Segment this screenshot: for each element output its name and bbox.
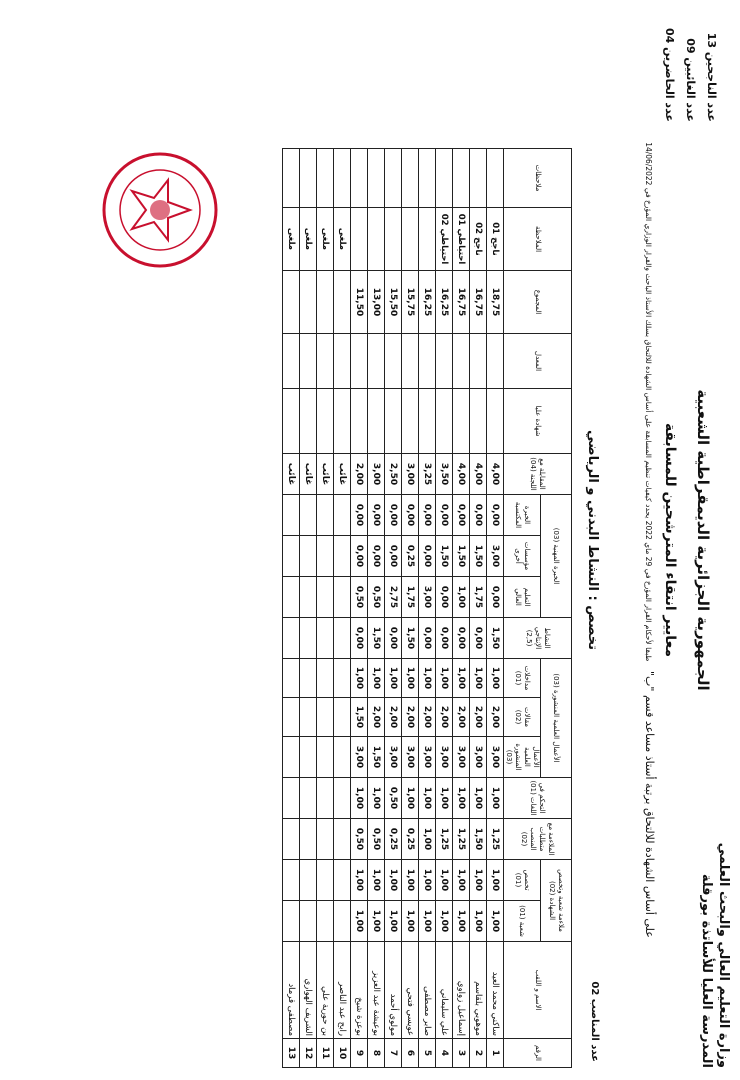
cell-n: 10	[334, 1039, 351, 1068]
cell-c5c: 0,00	[385, 495, 402, 536]
cell-c4b: 2,00	[436, 698, 453, 737]
cell-total: 15,50	[385, 271, 402, 334]
col-c4d: النشاط الإنتاجي (2,5)	[504, 618, 572, 659]
table-row	[300, 149, 317, 1068]
cell-c1b: 1,00	[351, 901, 368, 942]
empty-cell	[283, 334, 300, 389]
empty-cell	[368, 149, 385, 208]
cell-c5c: 0,00	[487, 495, 504, 536]
cell-c1b: 1,00	[453, 901, 470, 942]
cell-c4a: 3,00	[436, 737, 453, 778]
cell-total	[334, 271, 351, 334]
cell-c2: 0,50	[368, 819, 385, 860]
table-row	[436, 149, 453, 1068]
cell-c5a: 1,00	[453, 577, 470, 618]
cell-c4c: 1,00	[470, 659, 487, 698]
empty-cell	[385, 389, 402, 454]
cell-total: 16,25	[419, 271, 436, 334]
col-c2: الملاءمة مع متطلبات المنصب (02)	[504, 819, 572, 860]
cell-c5c	[334, 495, 351, 536]
cell-n: 6	[402, 1039, 419, 1068]
cell-c5a: 0,00	[487, 577, 504, 618]
cell-n: 1	[487, 1039, 504, 1068]
ministry-name: وزارة التعليم العالي والبحث العلمي	[716, 842, 731, 1068]
cell-c3: 1,00	[402, 778, 419, 819]
cell-rank: ناجح 02	[470, 208, 487, 271]
cell-rank: ناجح 01	[487, 208, 504, 271]
cell-n: 5	[419, 1039, 436, 1068]
cell-c3	[317, 778, 334, 819]
cell-rank: ملغى	[334, 208, 351, 271]
applicants-count: عدد الناجحين 13	[705, 32, 718, 122]
empty-cell	[436, 334, 453, 389]
cell-c4d	[334, 618, 351, 659]
cell-rank	[419, 208, 436, 271]
table-row	[470, 149, 487, 1068]
col-c6: المقابلة مع اللجنة (04)	[504, 454, 572, 495]
cell-c5b	[334, 536, 351, 577]
cell-c4a	[300, 737, 317, 778]
cell-c5c: 0,00	[453, 495, 470, 536]
cell-c6: 3,00	[402, 454, 419, 495]
cell-c4b: 1,50	[351, 698, 368, 737]
cell-c5b: 1,50	[470, 536, 487, 577]
cell-c2: 0,25	[385, 819, 402, 860]
table-row	[385, 149, 402, 1068]
cell-c4c	[300, 659, 317, 698]
cell-c4a: 3,00	[385, 737, 402, 778]
cell-c6: غائب	[283, 454, 300, 495]
cell-rank	[351, 208, 368, 271]
cell-c2: 1,50	[470, 819, 487, 860]
cell-rank	[368, 208, 385, 271]
cell-c1b: 1,00	[487, 901, 504, 942]
col-c1c: تخصص (01)	[504, 860, 541, 901]
cell-name: مولوي أحمد	[385, 942, 402, 1039]
cell-c1b	[334, 901, 351, 942]
cell-c1c: 1,00	[351, 860, 368, 901]
cell-n: 3	[453, 1039, 470, 1068]
cell-rank: ملغى	[300, 208, 317, 271]
cell-c5a	[300, 577, 317, 618]
cell-c6: 4,00	[453, 454, 470, 495]
cell-c4a	[317, 737, 334, 778]
empty-cell	[402, 334, 419, 389]
cell-c4c	[334, 659, 351, 698]
cell-c1c	[317, 860, 334, 901]
cell-c1c	[300, 860, 317, 901]
school-name: المدرسة العليا للأساتذة بورقلة	[699, 873, 714, 1068]
cell-n: 7	[385, 1039, 402, 1068]
empty-cell	[351, 389, 368, 454]
table-row	[419, 149, 436, 1068]
cell-c4b: 2,00	[402, 698, 419, 737]
cell-c6: 2,00	[351, 454, 368, 495]
col-notes: ملاحظات	[504, 149, 572, 208]
empty-cell	[470, 149, 487, 208]
cell-c3: 0,50	[385, 778, 402, 819]
cell-c4a: 3,00	[453, 737, 470, 778]
cell-c5b	[317, 536, 334, 577]
cell-c6: 3,25	[419, 454, 436, 495]
cell-c4c: 1,00	[487, 659, 504, 698]
col-c5b: مؤسسات أخرى	[504, 536, 541, 577]
cell-c6: 4,00	[470, 454, 487, 495]
cell-n: 4	[436, 1039, 453, 1068]
legal-reference: طبقا لأحكام القرار المؤرخ في 29 ماي 2022 يحدد كيفيات تنظيم المسابقة على أساس الشهادة للالتحاق بسلك الأستاذ الباحث والقرار الوزاري المؤرخ في 14/06/2022	[644, 142, 653, 662]
cell-c1b	[283, 901, 300, 942]
cell-c5a: 0,00	[436, 577, 453, 618]
cell-c1c: 1,00	[385, 860, 402, 901]
empty-cell	[453, 334, 470, 389]
cell-c3: 1,00	[368, 778, 385, 819]
cell-c5c: 0,00	[351, 495, 368, 536]
cell-c1b: 1,00	[419, 901, 436, 942]
cell-total: 13,00	[368, 271, 385, 334]
cell-c5c	[300, 495, 317, 536]
cell-rank	[385, 208, 402, 271]
col-c4b: مقالات (02)	[504, 698, 541, 737]
col-c3: التحكم في اللغات (01)	[504, 778, 572, 819]
empty-cell	[300, 334, 317, 389]
empty-cell	[487, 389, 504, 454]
cell-c2: 1,25	[453, 819, 470, 860]
cell-c4d: 0,00	[351, 618, 368, 659]
empty-cell	[436, 149, 453, 208]
cell-c3: 1,00	[470, 778, 487, 819]
col-c7a: شهادة عليا	[504, 389, 572, 454]
cell-c5b: 0,00	[385, 536, 402, 577]
cell-c4d	[300, 618, 317, 659]
cell-c1b: 1,00	[470, 901, 487, 942]
cell-n: 12	[300, 1039, 317, 1068]
cell-rank: ملغى	[317, 208, 334, 271]
cell-c1b	[300, 901, 317, 942]
cell-c1c	[283, 860, 300, 901]
cell-c5a: 3,00	[419, 577, 436, 618]
empty-cell	[351, 334, 368, 389]
cell-c1c: 1,00	[368, 860, 385, 901]
cell-name: مصطفى قرماد	[283, 942, 300, 1039]
cell-c5b	[283, 536, 300, 577]
cell-c6: 3,50	[436, 454, 453, 495]
cell-c5b: 3,00	[487, 536, 504, 577]
cell-c4a	[334, 737, 351, 778]
empty-cell	[470, 389, 487, 454]
table-row	[453, 149, 470, 1068]
cell-c3	[300, 778, 317, 819]
present-count: عدد الحاضرين 04	[663, 28, 676, 122]
official-stamp	[100, 150, 220, 270]
col-c4a: الأعمال العلمية المنشورة (03)	[504, 737, 541, 778]
cell-total: 15,75	[402, 271, 419, 334]
cell-c1b	[317, 901, 334, 942]
cell-name: الشريف الهواري	[300, 942, 317, 1039]
empty-cell	[368, 334, 385, 389]
cell-name: بوعزة شيخ	[351, 942, 368, 1039]
cell-c2	[334, 819, 351, 860]
empty-cell	[453, 149, 470, 208]
cell-c4b: 2,00	[470, 698, 487, 737]
empty-cell	[402, 149, 419, 208]
cell-c1c	[334, 860, 351, 901]
cell-c5c: 0,00	[436, 495, 453, 536]
empty-cell	[283, 149, 300, 208]
cell-c4d: 0,00	[385, 618, 402, 659]
cell-c4a: 3,00	[470, 737, 487, 778]
col-rank-result: الملاحظة	[504, 208, 572, 271]
header-row-1	[541, 149, 572, 1068]
scores-table	[282, 148, 572, 1068]
cell-c5b: 0,00	[419, 536, 436, 577]
cell-c4d: 0,00	[436, 618, 453, 659]
cell-name: عويسي فتحي	[402, 942, 419, 1039]
cell-c4b: 2,00	[487, 698, 504, 737]
cell-c2: 1,25	[436, 819, 453, 860]
cell-n: 8	[368, 1039, 385, 1068]
cell-c5c	[317, 495, 334, 536]
cell-c4c: 1,00	[351, 659, 368, 698]
cell-c6: 3,00	[368, 454, 385, 495]
cell-c2: 0,50	[351, 819, 368, 860]
cell-c4c: 1,00	[385, 659, 402, 698]
cell-total: 18,75	[487, 271, 504, 334]
empty-cell	[385, 149, 402, 208]
cell-c4b	[283, 698, 300, 737]
cell-c5c: 0,00	[470, 495, 487, 536]
cell-c4b	[317, 698, 334, 737]
cell-c4c	[283, 659, 300, 698]
cell-name: رابح عبد الناصر	[334, 942, 351, 1039]
col-name: الاسم و اللقب	[504, 942, 572, 1039]
cell-c4b: 2,00	[419, 698, 436, 737]
cell-c5b	[300, 536, 317, 577]
cell-c5a: 1,75	[402, 577, 419, 618]
empty-cell	[402, 389, 419, 454]
cell-name: بوعيشة عبد العزيز	[368, 942, 385, 1039]
cell-c2: 1,25	[487, 819, 504, 860]
table-row	[317, 149, 334, 1068]
cell-c6: غائب	[334, 454, 351, 495]
cell-rank: احتياطي 01	[453, 208, 470, 271]
empty-cell	[419, 334, 436, 389]
cell-total	[300, 271, 317, 334]
cell-c4b: 2,00	[453, 698, 470, 737]
empty-cell	[334, 389, 351, 454]
cell-total	[283, 271, 300, 334]
col-total: المجموع	[504, 271, 572, 334]
cell-c2	[300, 819, 317, 860]
posts-count: عدد المناصب 02	[589, 981, 600, 1062]
cell-total: 16,25	[436, 271, 453, 334]
cell-c4d: 1,50	[368, 618, 385, 659]
cell-c1c: 1,00	[453, 860, 470, 901]
cell-c5c	[283, 495, 300, 536]
specialty-title: تخصص : النشاط البدني و الرياضي	[585, 429, 600, 651]
cell-c5a: 0,50	[368, 577, 385, 618]
table-row	[487, 149, 504, 1068]
table-row	[351, 149, 368, 1068]
cell-c5c: 0,00	[402, 495, 419, 536]
cell-n: 9	[351, 1039, 368, 1068]
cell-c5a	[334, 577, 351, 618]
cell-name: ساكني محمد العيد	[487, 942, 504, 1039]
cell-c3	[283, 778, 300, 819]
table-row	[334, 149, 351, 1068]
cell-c3: 1,00	[419, 778, 436, 819]
cell-c5a: 0,50	[351, 577, 368, 618]
empty-cell	[385, 334, 402, 389]
empty-cell	[436, 389, 453, 454]
cell-c4b	[300, 698, 317, 737]
cell-c4c: 1,00	[436, 659, 453, 698]
cell-c5c: 0,00	[419, 495, 436, 536]
empty-cell	[317, 389, 334, 454]
table-row	[402, 149, 419, 1068]
cell-c1b: 1,00	[385, 901, 402, 942]
cell-c4c: 1,00	[453, 659, 470, 698]
cell-c4d	[283, 618, 300, 659]
cell-c5b: 1,50	[453, 536, 470, 577]
cell-c3: 1,00	[351, 778, 368, 819]
cell-c4d: 0,00	[419, 618, 436, 659]
empty-cell	[300, 389, 317, 454]
cell-c4a	[283, 737, 300, 778]
empty-cell	[317, 334, 334, 389]
empty-cell	[487, 149, 504, 208]
cell-c6: غائب	[317, 454, 334, 495]
cell-c2	[283, 819, 300, 860]
empty-cell	[470, 334, 487, 389]
cell-c5a: 1,75	[470, 577, 487, 618]
cell-c5c: 0,00	[368, 495, 385, 536]
cell-c5b: 1,50	[436, 536, 453, 577]
cell-c4c: 1,00	[368, 659, 385, 698]
subtitle-text: على أساس الشهادة للالتحاق برتبة أستاذ مساعد قسم "ب"	[643, 670, 656, 938]
cell-total	[317, 271, 334, 334]
col-c1b: شعبة (01)	[504, 901, 541, 942]
cell-c4a: 3,00	[402, 737, 419, 778]
cell-name: بن حورية علي	[317, 942, 334, 1039]
cell-c5b: 0,25	[402, 536, 419, 577]
republic-title: الجمهورية الجزائرية الديمقراطية الشعبية	[694, 389, 712, 691]
cell-c4b: 2,00	[368, 698, 385, 737]
col-c5c: الخبرة المكتسبة	[504, 495, 541, 536]
empty-cell	[487, 334, 504, 389]
empty-cell	[419, 389, 436, 454]
document-subtitle	[643, 0, 656, 1080]
cell-rank	[402, 208, 419, 271]
cell-c1b: 1,00	[368, 901, 385, 942]
cell-total: 11,50	[351, 271, 368, 334]
cell-c4a: 1,50	[368, 737, 385, 778]
cell-c1c: 1,00	[419, 860, 436, 901]
cell-n: 2	[470, 1039, 487, 1068]
cell-c3	[334, 778, 351, 819]
cell-c4d: 1,50	[402, 618, 419, 659]
cell-c6: 4,00	[487, 454, 504, 495]
cell-c1b: 1,00	[436, 901, 453, 942]
empty-cell	[334, 149, 351, 208]
cell-c4d: 0,00	[453, 618, 470, 659]
empty-cell	[419, 149, 436, 208]
empty-cell	[351, 149, 368, 208]
cell-c1c: 1,00	[436, 860, 453, 901]
cell-name: موهوبي بلقاسم	[470, 942, 487, 1039]
cell-rank: ملغى	[283, 208, 300, 271]
col-c5a: التعليم العالي	[504, 577, 541, 618]
table-row	[368, 149, 385, 1068]
cell-c6: 2,50	[385, 454, 402, 495]
cell-c2: 0,25	[402, 819, 419, 860]
cell-c3: 1,00	[487, 778, 504, 819]
empty-cell	[334, 334, 351, 389]
cell-c4d: 0,00	[470, 618, 487, 659]
col-c1a: ملاءمة شعبة وتخصص الشهادة (02)	[541, 860, 572, 942]
cell-c1c: 1,00	[487, 860, 504, 901]
document-title: معايير انتقاء المترشحين للمسابقة	[662, 422, 678, 658]
cell-c5b: 0,00	[351, 536, 368, 577]
col-c4a-group: الأعمال العلمية المنشورة (03)	[541, 659, 572, 778]
empty-cell	[317, 149, 334, 208]
cell-name: صابر مصطفى	[419, 942, 436, 1039]
cell-c5a	[317, 577, 334, 618]
absent-count: عدد الغائبين 09	[684, 38, 697, 122]
cell-n: 11	[317, 1039, 334, 1068]
table-body	[283, 149, 504, 1068]
cell-c1b: 1,00	[402, 901, 419, 942]
cell-c4c: 1,00	[402, 659, 419, 698]
cell-c4b	[334, 698, 351, 737]
cell-rank: احتياطي 02	[436, 208, 453, 271]
table-row	[283, 149, 300, 1068]
col-c5: الخبرة المهنية (03)	[541, 495, 572, 618]
empty-cell	[283, 389, 300, 454]
col-c4c: مداخلات (01)	[504, 659, 541, 698]
cell-c5b: 0,00	[368, 536, 385, 577]
cell-c4a: 3,00	[419, 737, 436, 778]
col-rank: الرقم	[504, 1039, 572, 1068]
cell-c3: 1,00	[436, 778, 453, 819]
cell-c6: غائب	[300, 454, 317, 495]
cell-total: 16,75	[470, 271, 487, 334]
cell-c1c: 1,00	[402, 860, 419, 901]
cell-name: علي سليماني	[436, 942, 453, 1039]
cell-c1c: 1,00	[470, 860, 487, 901]
cell-c4b: 2,00	[385, 698, 402, 737]
col-c7b: المعدل	[504, 334, 572, 389]
cell-c4a: 3,00	[351, 737, 368, 778]
empty-cell	[300, 149, 317, 208]
cell-c5a: 2,75	[385, 577, 402, 618]
cell-total: 16,75	[453, 271, 470, 334]
cell-name: إسماعيل زواوي	[453, 942, 470, 1039]
cell-c2	[317, 819, 334, 860]
cell-c4c: 1,00	[419, 659, 436, 698]
cell-c4d	[317, 618, 334, 659]
empty-cell	[368, 389, 385, 454]
cell-c5a	[283, 577, 300, 618]
cell-c2: 1,00	[419, 819, 436, 860]
cell-n: 13	[283, 1039, 300, 1068]
cell-c3: 1,00	[453, 778, 470, 819]
cell-c4a: 3,00	[487, 737, 504, 778]
cell-c4d: 1,50	[487, 618, 504, 659]
empty-cell	[453, 389, 470, 454]
cell-c4c	[317, 659, 334, 698]
